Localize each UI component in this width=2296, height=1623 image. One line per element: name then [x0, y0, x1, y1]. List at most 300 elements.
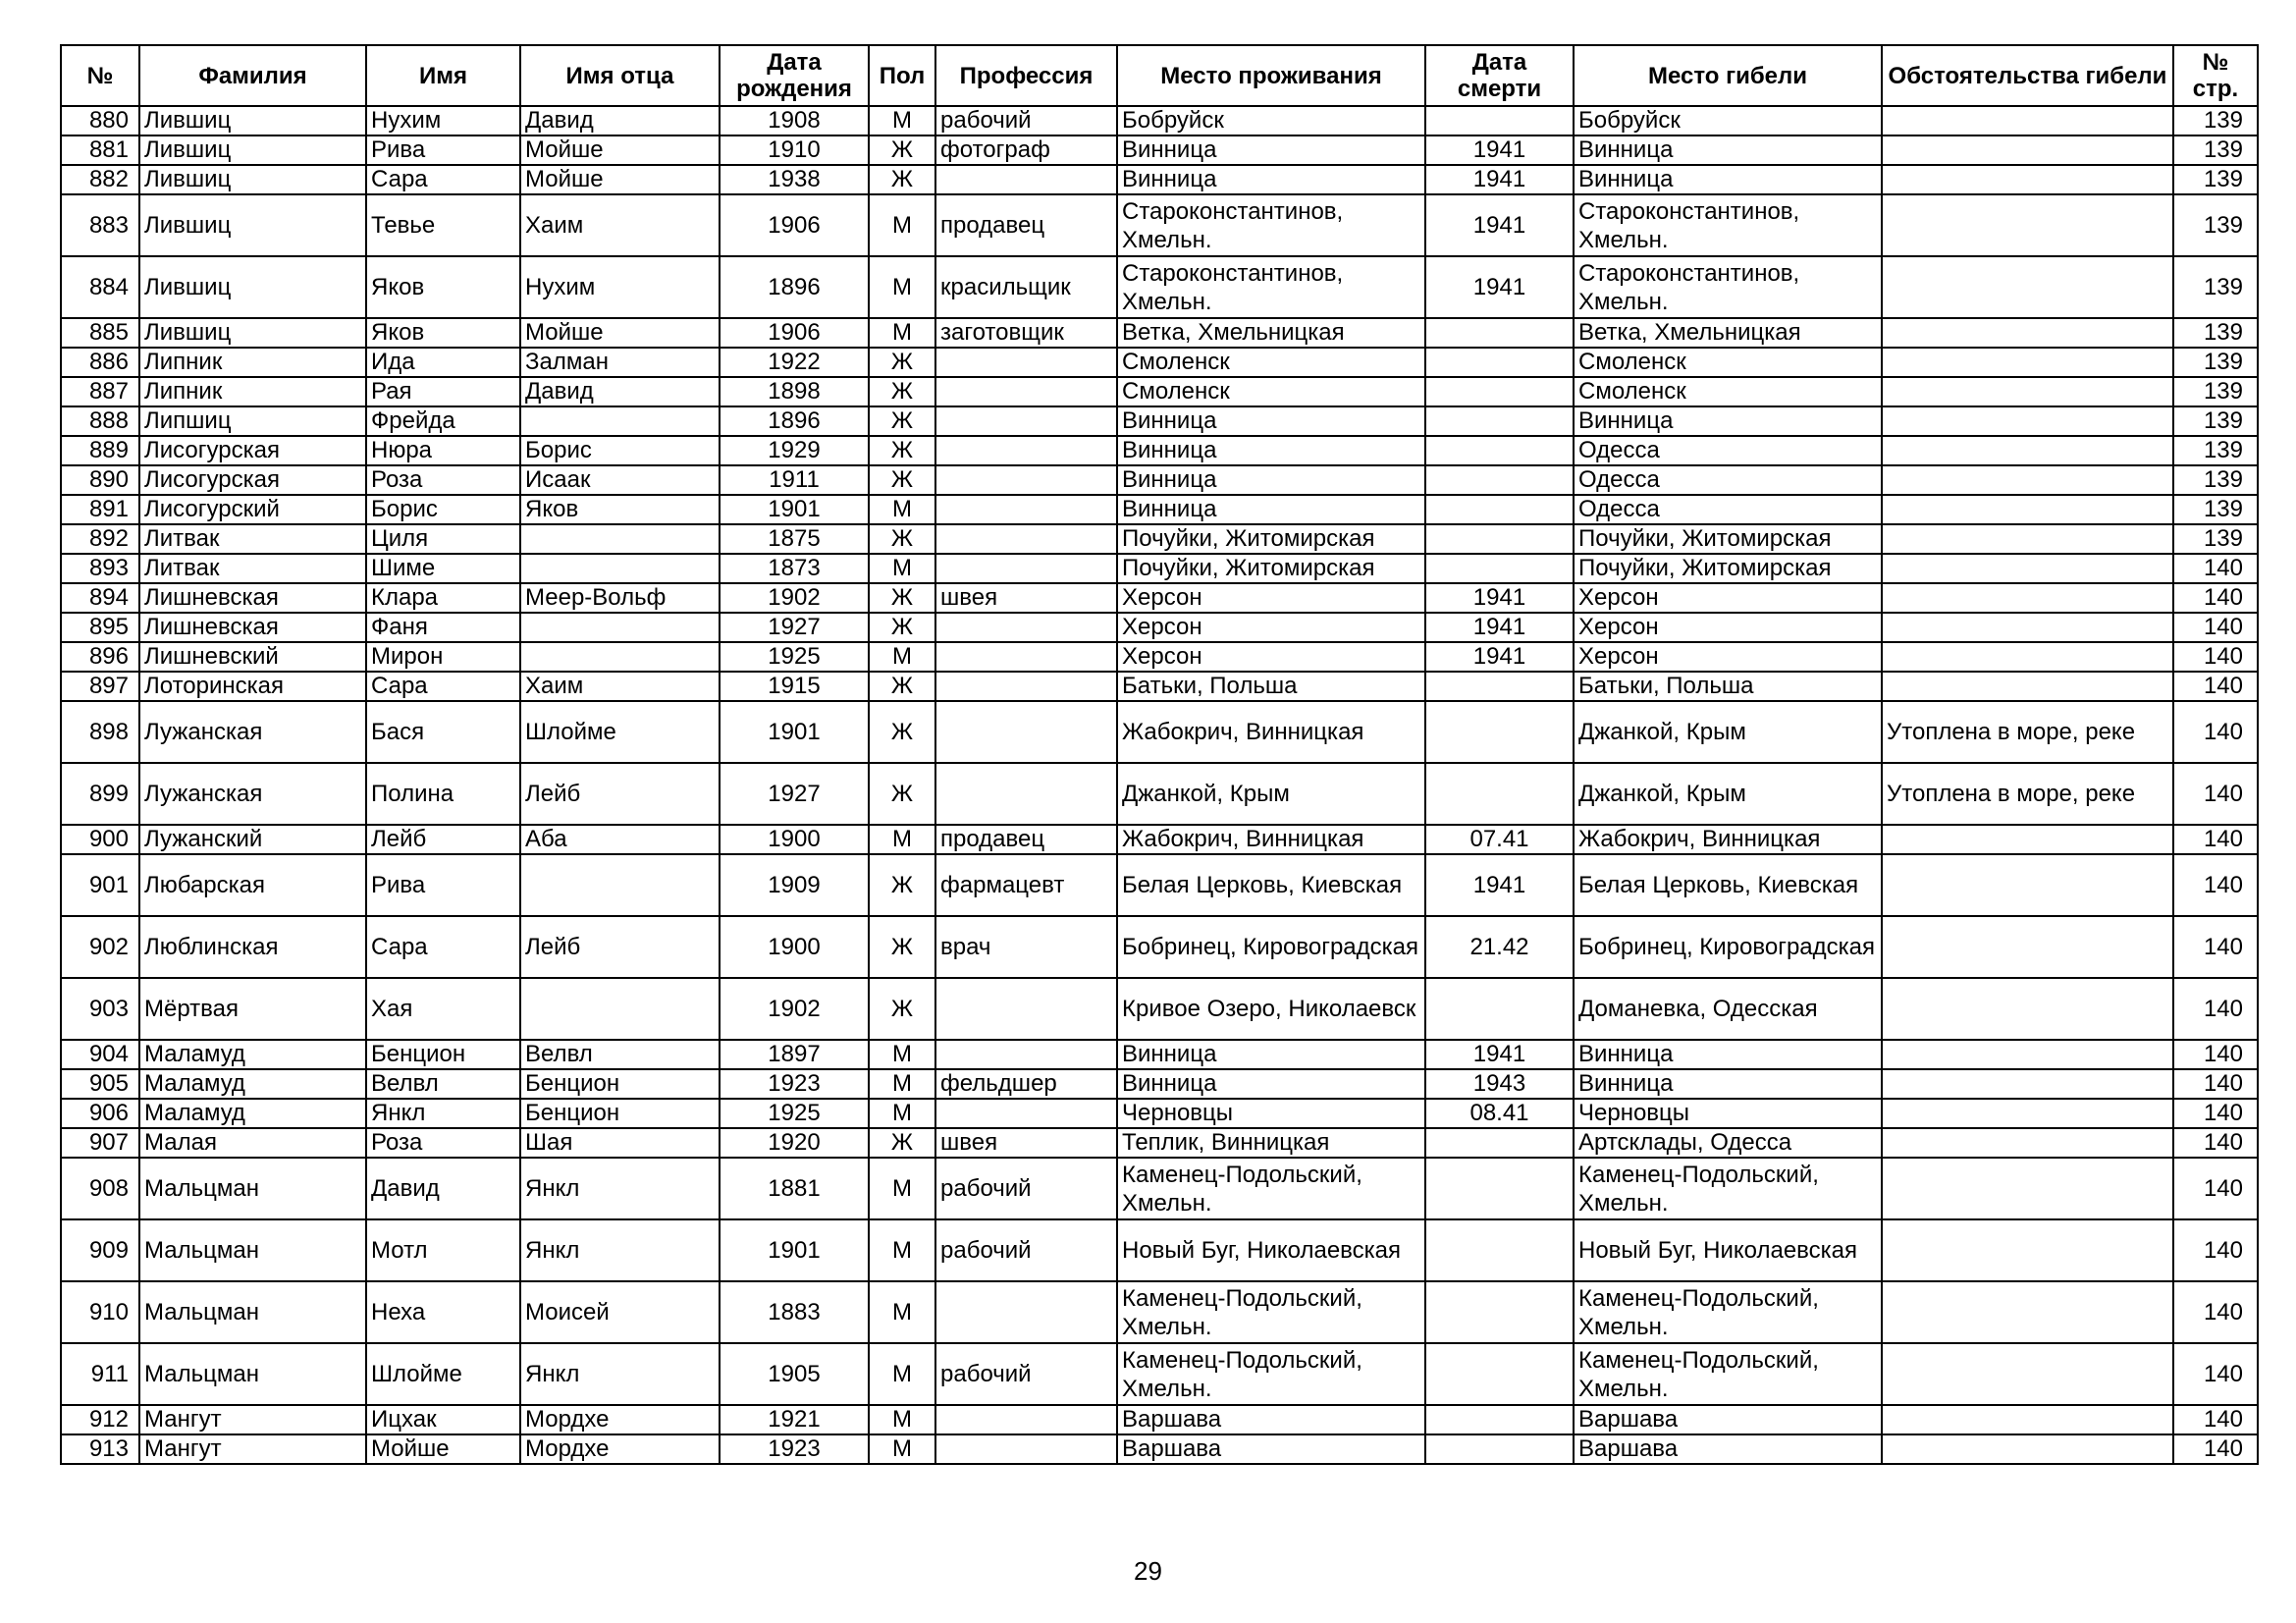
- table-row: [61, 256, 2258, 318]
- cell-surname: Лужанская: [139, 763, 366, 825]
- table-row: [61, 642, 2258, 672]
- cell-father-name: Шая: [520, 1128, 720, 1158]
- cell-surname: Лужанская: [139, 701, 366, 763]
- cell-father-name: [520, 524, 720, 554]
- cell-death-date: 1941: [1425, 613, 1574, 642]
- cell-profession: [935, 1040, 1117, 1069]
- cell-profession: [935, 672, 1117, 701]
- table-row: [61, 854, 2258, 916]
- cell-residence: Варшава: [1117, 1405, 1425, 1434]
- cell-death-place: Смоленск: [1574, 348, 1882, 377]
- cell-death-date: 1941: [1425, 854, 1574, 916]
- header-name: Имя: [366, 45, 520, 106]
- cell-profession: [935, 554, 1117, 583]
- cell-circumstances: [1882, 583, 2173, 613]
- cell-death-place: Одесса: [1574, 495, 1882, 524]
- cell-name: Сара: [366, 672, 520, 701]
- cell-circumstances: [1882, 436, 2173, 465]
- cell-number: 895: [61, 613, 139, 642]
- table-row: [61, 978, 2258, 1040]
- cell-residence: Винница: [1117, 495, 1425, 524]
- cell-death-place: Варшава: [1574, 1405, 1882, 1434]
- cell-page-number: 140: [2173, 763, 2258, 825]
- cell-sex: М: [869, 318, 935, 348]
- cell-death-place: Джанкой, Крым: [1574, 701, 1882, 763]
- cell-father-name: Лейб: [520, 763, 720, 825]
- page-number: 29: [1134, 1556, 1162, 1586]
- cell-profession: рабочий: [935, 1343, 1117, 1405]
- cell-surname: Литвак: [139, 554, 366, 583]
- cell-profession: [935, 436, 1117, 465]
- cell-death-date: [1425, 1343, 1574, 1405]
- cell-page-number: 139: [2173, 194, 2258, 256]
- cell-death-date: [1425, 1281, 1574, 1343]
- cell-circumstances: [1882, 495, 2173, 524]
- cell-birth-date: 1923: [720, 1069, 869, 1099]
- cell-name: Ицхак: [366, 1405, 520, 1434]
- cell-sex: Ж: [869, 406, 935, 436]
- cell-residence: Батьки, Польша: [1117, 672, 1425, 701]
- cell-profession: [935, 642, 1117, 672]
- table-row: [61, 1128, 2258, 1158]
- table-row: [61, 701, 2258, 763]
- header-surname: Фамилия: [139, 45, 366, 106]
- cell-surname: Мангут: [139, 1405, 366, 1434]
- cell-surname: Мальцман: [139, 1219, 366, 1281]
- cell-death-place: Одесса: [1574, 436, 1882, 465]
- cell-residence: Жабокрич, Винницкая: [1117, 701, 1425, 763]
- cell-surname: Литвак: [139, 524, 366, 554]
- cell-birth-date: 1925: [720, 1099, 869, 1128]
- table-row: [61, 916, 2258, 978]
- cell-profession: фармацевт: [935, 854, 1117, 916]
- cell-name: Рива: [366, 854, 520, 916]
- cell-circumstances: [1882, 1434, 2173, 1464]
- cell-sex: Ж: [869, 978, 935, 1040]
- cell-death-date: 1943: [1425, 1069, 1574, 1099]
- cell-number: 880: [61, 106, 139, 135]
- cell-number: 913: [61, 1434, 139, 1464]
- cell-name: Шлойме: [366, 1343, 520, 1405]
- cell-number: 901: [61, 854, 139, 916]
- cell-father-name: Хаим: [520, 194, 720, 256]
- cell-name: Хая: [366, 978, 520, 1040]
- cell-circumstances: [1882, 1040, 2173, 1069]
- cell-page-number: 140: [2173, 978, 2258, 1040]
- cell-residence: Ветка, Хмельницкая: [1117, 318, 1425, 348]
- cell-circumstances: [1882, 554, 2173, 583]
- cell-death-place: Почуйки, Житомирская: [1574, 554, 1882, 583]
- cell-birth-date: 1875: [720, 524, 869, 554]
- cell-birth-date: 1873: [720, 554, 869, 583]
- cell-father-name: [520, 406, 720, 436]
- cell-father-name: Бенцион: [520, 1069, 720, 1099]
- cell-death-place: Варшава: [1574, 1434, 1882, 1464]
- cell-residence: Смоленск: [1117, 377, 1425, 406]
- cell-profession: [935, 495, 1117, 524]
- table-row: [61, 1219, 2258, 1281]
- cell-page-number: 140: [2173, 1069, 2258, 1099]
- cell-number: 891: [61, 495, 139, 524]
- cell-residence: Кривое Озеро, Николаевск: [1117, 978, 1425, 1040]
- cell-death-date: 1941: [1425, 256, 1574, 318]
- cell-sex: М: [869, 1069, 935, 1099]
- cell-birth-date: 1883: [720, 1281, 869, 1343]
- cell-sex: Ж: [869, 583, 935, 613]
- cell-name: Борис: [366, 495, 520, 524]
- cell-page-number: 139: [2173, 465, 2258, 495]
- cell-circumstances: [1882, 465, 2173, 495]
- cell-circumstances: [1882, 1158, 2173, 1219]
- cell-profession: рабочий: [935, 106, 1117, 135]
- cell-birth-date: 1911: [720, 465, 869, 495]
- cell-number: 881: [61, 135, 139, 165]
- cell-residence: Винница: [1117, 436, 1425, 465]
- cell-circumstances: Утоплена в море, реке: [1882, 701, 2173, 763]
- cell-surname: Лисогурский: [139, 495, 366, 524]
- cell-number: 893: [61, 554, 139, 583]
- cell-name: Роза: [366, 1128, 520, 1158]
- cell-birth-date: 1938: [720, 165, 869, 194]
- table-row: [61, 1405, 2258, 1434]
- table-row: [61, 1099, 2258, 1128]
- cell-circumstances: [1882, 377, 2173, 406]
- cell-circumstances: Утоплена в море, реке: [1882, 763, 2173, 825]
- cell-page-number: 140: [2173, 1281, 2258, 1343]
- cell-death-date: [1425, 318, 1574, 348]
- cell-death-date: 1941: [1425, 583, 1574, 613]
- cell-death-place: Херсон: [1574, 613, 1882, 642]
- cell-number: 912: [61, 1405, 139, 1434]
- cell-number: 904: [61, 1040, 139, 1069]
- cell-death-place: Каменец-Подольский, Хмельн.: [1574, 1158, 1882, 1219]
- cell-name: Клара: [366, 583, 520, 613]
- cell-father-name: Моисей: [520, 1281, 720, 1343]
- cell-circumstances: [1882, 1069, 2173, 1099]
- cell-name: Рая: [366, 377, 520, 406]
- cell-page-number: 140: [2173, 916, 2258, 978]
- cell-number: 889: [61, 436, 139, 465]
- cell-page-number: 140: [2173, 554, 2258, 583]
- cell-death-place: Каменец-Подольский, Хмельн.: [1574, 1281, 1882, 1343]
- cell-page-number: 140: [2173, 1434, 2258, 1464]
- cell-birth-date: 1902: [720, 978, 869, 1040]
- cell-name: Фрейда: [366, 406, 520, 436]
- cell-name: Бася: [366, 701, 520, 763]
- cell-number: 886: [61, 348, 139, 377]
- cell-birth-date: 1901: [720, 1219, 869, 1281]
- cell-sex: Ж: [869, 524, 935, 554]
- cell-death-place: Одесса: [1574, 465, 1882, 495]
- table-row: [61, 1040, 2258, 1069]
- cell-sex: Ж: [869, 854, 935, 916]
- cell-surname: Мальцман: [139, 1343, 366, 1405]
- table-row: [61, 495, 2258, 524]
- cell-profession: [935, 1405, 1117, 1434]
- cell-number: 884: [61, 256, 139, 318]
- header-sex: Пол: [869, 45, 935, 106]
- cell-profession: [935, 465, 1117, 495]
- cell-father-name: Борис: [520, 436, 720, 465]
- table-row: [61, 406, 2258, 436]
- cell-death-date: [1425, 763, 1574, 825]
- cell-number: 883: [61, 194, 139, 256]
- cell-death-date: [1425, 672, 1574, 701]
- cell-circumstances: [1882, 348, 2173, 377]
- victims-table: [60, 44, 2259, 1465]
- cell-birth-date: 1901: [720, 495, 869, 524]
- cell-residence: Каменец-Подольский, Хмельн.: [1117, 1158, 1425, 1219]
- cell-birth-date: 1896: [720, 406, 869, 436]
- cell-number: 902: [61, 916, 139, 978]
- cell-death-place: Винница: [1574, 406, 1882, 436]
- table-row: [61, 554, 2258, 583]
- cell-profession: [935, 701, 1117, 763]
- cell-birth-date: 1908: [720, 106, 869, 135]
- cell-page-number: 140: [2173, 672, 2258, 701]
- cell-residence: Почуйки, Житомирская: [1117, 554, 1425, 583]
- cell-circumstances: [1882, 106, 2173, 135]
- cell-death-place: Бобринец, Кировоградская: [1574, 916, 1882, 978]
- cell-birth-date: 1929: [720, 436, 869, 465]
- cell-sex: М: [869, 256, 935, 318]
- cell-sex: Ж: [869, 348, 935, 377]
- cell-death-date: [1425, 524, 1574, 554]
- cell-father-name: Мордхе: [520, 1434, 720, 1464]
- cell-residence: Винница: [1117, 465, 1425, 495]
- cell-sex: М: [869, 1434, 935, 1464]
- cell-surname: Мальцман: [139, 1158, 366, 1219]
- cell-birth-date: 1881: [720, 1158, 869, 1219]
- header-residence: Место проживания: [1117, 45, 1425, 106]
- cell-name: Яков: [366, 256, 520, 318]
- cell-profession: [935, 377, 1117, 406]
- cell-sex: М: [869, 194, 935, 256]
- cell-surname: Лившиц: [139, 135, 366, 165]
- cell-residence: Почуйки, Житомирская: [1117, 524, 1425, 554]
- cell-residence: Жабокрич, Винницкая: [1117, 825, 1425, 854]
- cell-surname: Мальцман: [139, 1281, 366, 1343]
- cell-father-name: Мойше: [520, 165, 720, 194]
- cell-circumstances: [1882, 916, 2173, 978]
- cell-surname: Малая: [139, 1128, 366, 1158]
- cell-death-place: Винница: [1574, 135, 1882, 165]
- cell-sex: М: [869, 106, 935, 135]
- cell-sex: М: [869, 1219, 935, 1281]
- table-row: [61, 524, 2258, 554]
- cell-profession: рабочий: [935, 1158, 1117, 1219]
- cell-page-number: 139: [2173, 406, 2258, 436]
- cell-birth-date: 1921: [720, 1405, 869, 1434]
- cell-birth-date: 1910: [720, 135, 869, 165]
- cell-father-name: Велвл: [520, 1040, 720, 1069]
- cell-sex: М: [869, 1040, 935, 1069]
- cell-page-number: 140: [2173, 583, 2258, 613]
- cell-residence: Новый Буг, Николаевская: [1117, 1219, 1425, 1281]
- cell-number: 909: [61, 1219, 139, 1281]
- cell-profession: заготовщик: [935, 318, 1117, 348]
- cell-death-date: [1425, 406, 1574, 436]
- cell-circumstances: [1882, 854, 2173, 916]
- cell-birth-date: 1920: [720, 1128, 869, 1158]
- cell-page-number: 139: [2173, 377, 2258, 406]
- cell-sex: Ж: [869, 377, 935, 406]
- cell-name: Рива: [366, 135, 520, 165]
- cell-death-place: Бобруйск: [1574, 106, 1882, 135]
- cell-father-name: Янкл: [520, 1219, 720, 1281]
- table-row: [61, 348, 2258, 377]
- cell-circumstances: [1882, 406, 2173, 436]
- cell-surname: Мангут: [139, 1434, 366, 1464]
- cell-number: 887: [61, 377, 139, 406]
- cell-death-place: Смоленск: [1574, 377, 1882, 406]
- cell-page-number: 140: [2173, 1040, 2258, 1069]
- cell-name: Бенцион: [366, 1040, 520, 1069]
- cell-surname: Лившиц: [139, 194, 366, 256]
- cell-circumstances: [1882, 194, 2173, 256]
- table-row: [61, 1069, 2258, 1099]
- cell-birth-date: 1901: [720, 701, 869, 763]
- cell-page-number: 140: [2173, 642, 2258, 672]
- cell-death-date: [1425, 978, 1574, 1040]
- cell-page-number: 140: [2173, 825, 2258, 854]
- cell-birth-date: 1906: [720, 318, 869, 348]
- cell-circumstances: [1882, 524, 2173, 554]
- cell-profession: фотограф: [935, 135, 1117, 165]
- cell-name: Лейб: [366, 825, 520, 854]
- cell-father-name: Янкл: [520, 1343, 720, 1405]
- cell-number: 900: [61, 825, 139, 854]
- cell-profession: [935, 348, 1117, 377]
- cell-number: 908: [61, 1158, 139, 1219]
- cell-death-place: Винница: [1574, 1069, 1882, 1099]
- cell-sex: М: [869, 1281, 935, 1343]
- cell-profession: [935, 613, 1117, 642]
- cell-number: 897: [61, 672, 139, 701]
- cell-death-date: [1425, 1219, 1574, 1281]
- header-number: №: [61, 45, 139, 106]
- cell-sex: Ж: [869, 701, 935, 763]
- cell-name: Роза: [366, 465, 520, 495]
- header-father-name: Имя отца: [520, 45, 720, 106]
- cell-surname: Лоторинская: [139, 672, 366, 701]
- cell-birth-date: 1900: [720, 916, 869, 978]
- cell-sex: М: [869, 1158, 935, 1219]
- cell-death-place: Батьки, Польша: [1574, 672, 1882, 701]
- cell-birth-date: 1925: [720, 642, 869, 672]
- cell-surname: Липник: [139, 377, 366, 406]
- cell-surname: Лишневская: [139, 613, 366, 642]
- cell-death-date: [1425, 495, 1574, 524]
- cell-father-name: [520, 554, 720, 583]
- table-row: [61, 377, 2258, 406]
- cell-page-number: 139: [2173, 348, 2258, 377]
- cell-birth-date: 1897: [720, 1040, 869, 1069]
- cell-name: Мирон: [366, 642, 520, 672]
- cell-father-name: Мойше: [520, 318, 720, 348]
- table-row: [61, 1158, 2258, 1219]
- cell-name: Мойше: [366, 1434, 520, 1464]
- cell-name: Велвл: [366, 1069, 520, 1099]
- cell-surname: Любарская: [139, 854, 366, 916]
- cell-father-name: Лейб: [520, 916, 720, 978]
- cell-death-place: Артсклады, Одесса: [1574, 1128, 1882, 1158]
- cell-circumstances: [1882, 1281, 2173, 1343]
- header-page-number: № стр.: [2173, 45, 2258, 106]
- cell-birth-date: 1927: [720, 613, 869, 642]
- cell-page-number: 139: [2173, 524, 2258, 554]
- cell-sex: Ж: [869, 436, 935, 465]
- cell-surname: Лужанский: [139, 825, 366, 854]
- cell-circumstances: [1882, 978, 2173, 1040]
- cell-name: Давид: [366, 1158, 520, 1219]
- table-row: [61, 1281, 2258, 1343]
- cell-page-number: 139: [2173, 436, 2258, 465]
- cell-circumstances: [1882, 1128, 2173, 1158]
- cell-profession: [935, 524, 1117, 554]
- cell-page-number: 140: [2173, 854, 2258, 916]
- cell-sex: Ж: [869, 672, 935, 701]
- cell-sex: Ж: [869, 135, 935, 165]
- cell-sex: М: [869, 1343, 935, 1405]
- cell-surname: Люблинская: [139, 916, 366, 978]
- cell-residence: Теплик, Винницкая: [1117, 1128, 1425, 1158]
- cell-name: Циля: [366, 524, 520, 554]
- cell-residence: Херсон: [1117, 642, 1425, 672]
- cell-death-date: 07.41: [1425, 825, 1574, 854]
- cell-death-date: 08.41: [1425, 1099, 1574, 1128]
- cell-circumstances: [1882, 825, 2173, 854]
- header-profession: Профессия: [935, 45, 1117, 106]
- cell-surname: Маламуд: [139, 1099, 366, 1128]
- cell-death-date: [1425, 1405, 1574, 1434]
- cell-death-place: Джанкой, Крым: [1574, 763, 1882, 825]
- table-row: [61, 613, 2258, 642]
- cell-residence: Каменец-Подольский, Хмельн.: [1117, 1343, 1425, 1405]
- cell-number: 899: [61, 763, 139, 825]
- cell-name: Нухим: [366, 106, 520, 135]
- cell-death-date: 1941: [1425, 194, 1574, 256]
- cell-father-name: Давид: [520, 106, 720, 135]
- cell-profession: фельдшер: [935, 1069, 1117, 1099]
- cell-sex: М: [869, 642, 935, 672]
- cell-sex: Ж: [869, 1128, 935, 1158]
- cell-number: 885: [61, 318, 139, 348]
- cell-circumstances: [1882, 318, 2173, 348]
- cell-profession: швея: [935, 1128, 1117, 1158]
- cell-profession: [935, 1099, 1117, 1128]
- cell-page-number: 140: [2173, 1099, 2258, 1128]
- cell-page-number: 139: [2173, 135, 2258, 165]
- cell-father-name: Мойше: [520, 135, 720, 165]
- cell-profession: продавец: [935, 194, 1117, 256]
- cell-number: 907: [61, 1128, 139, 1158]
- cell-profession: красильщик: [935, 256, 1117, 318]
- cell-number: 890: [61, 465, 139, 495]
- cell-father-name: Залман: [520, 348, 720, 377]
- cell-death-date: [1425, 106, 1574, 135]
- cell-surname: Лившиц: [139, 256, 366, 318]
- cell-death-place: Доманевка, Одесская: [1574, 978, 1882, 1040]
- cell-death-place: Винница: [1574, 1040, 1882, 1069]
- cell-residence: Херсон: [1117, 583, 1425, 613]
- cell-father-name: Бенцион: [520, 1099, 720, 1128]
- cell-death-place: Каменец-Подольский, Хмельн.: [1574, 1343, 1882, 1405]
- cell-profession: [935, 1281, 1117, 1343]
- cell-birth-date: 1909: [720, 854, 869, 916]
- header-birth-date: Дата рождения: [720, 45, 869, 106]
- cell-sex: Ж: [869, 916, 935, 978]
